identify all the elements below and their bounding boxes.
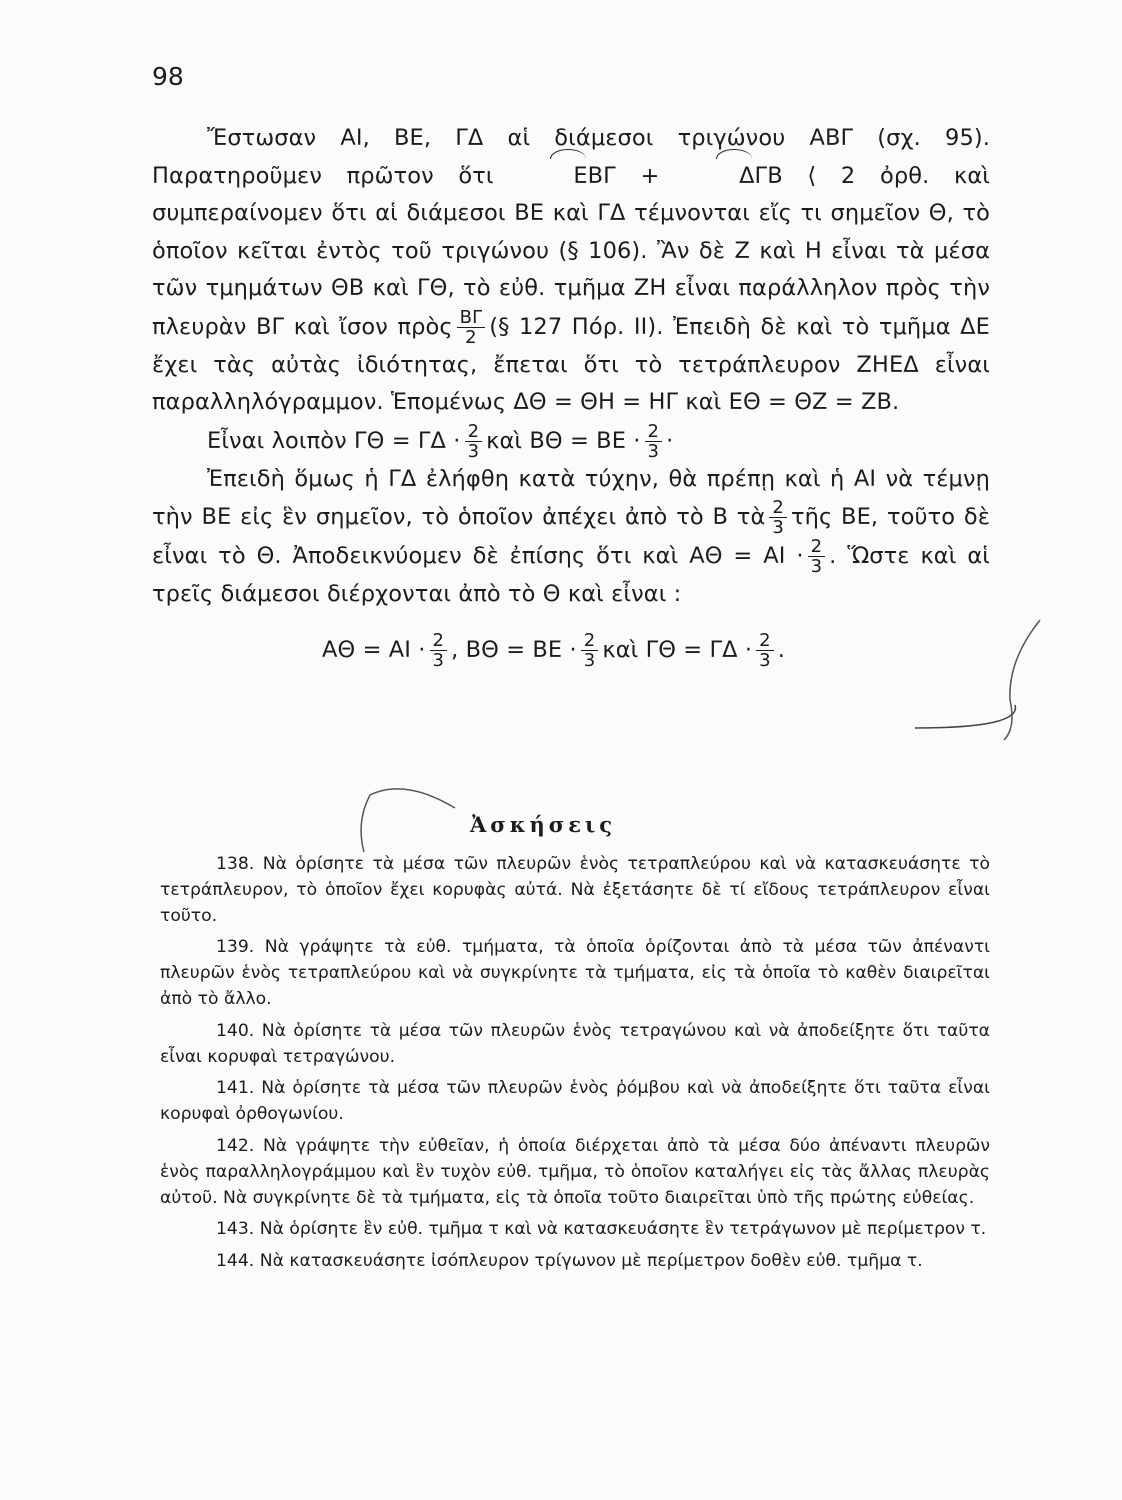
display-formula bbox=[117, 626, 990, 674]
text-span: Εἶναι λοιπὸν ΓΘ = ΓΔ · bbox=[207, 427, 461, 454]
fraction-denominator: 2 bbox=[465, 326, 477, 348]
fraction-denominator: 3 bbox=[772, 517, 784, 538]
fraction-numerator: 2 bbox=[581, 631, 599, 651]
fraction-numerator: 2 bbox=[645, 422, 663, 442]
text-span: Ἔστωσαν ΑΙ, ΒΕ, ΓΔ αἱ διάμεσοι τριγώνου ΑΒΓ (σχ. 95). Παρατηροῦμεν πρῶτον ὅτι bbox=[152, 125, 990, 189]
fraction-two-thirds bbox=[465, 422, 483, 461]
exercise-item: 144. Νὰ κατασκευάσητε ἰσόπλευρον τρίγωνον μὲ περίμετρον δοθὲν εὐθ. τμῆμα τ. bbox=[216, 1251, 923, 1272]
fraction-two-thirds bbox=[769, 498, 787, 537]
fraction-numerator: 2 bbox=[430, 631, 448, 651]
fraction-denominator: 3 bbox=[583, 649, 596, 671]
text-span: τῆς ΒΕ, τοῦτο δὲ εἶναι τὸ Θ. Ἀποδεικνύομεν δὲ ἐπίσης ὅτι καὶ ΑΘ = ΑΙ · bbox=[152, 504, 990, 569]
text-span: · bbox=[666, 427, 674, 454]
formula-part: , ΒΘ = ΒΕ · bbox=[451, 636, 577, 663]
paragraph-1 bbox=[152, 120, 990, 422]
exercise-item: 140. Νὰ ὁρίσητε τὰ μέσα τῶν πλευρῶν ἑνὸς τετραγώνου καὶ νὰ ἀποδείξητε ὅτι ταῦτα εἶναι κορυφαὶ τετραγώνου. bbox=[160, 1020, 990, 1067]
exercise-item: 139. Νὰ γράψητε τὰ εὐθ. τμήματα, τὰ ὁποῖα ὁρίζονται ἀπὸ τὰ μέσα τῶν ἀπέναντι πλευρῶν ἑνὸς τετραπλεύρου καὶ νὰ συγκρίνητε τὰ τμήματα, εἰς τὰ ὁποῖα τὸ καθὲν διαιρεῖται ἀπὸ τὸ ἄλλο. bbox=[160, 937, 990, 1009]
text-span: . Ὥστε καὶ αἱ τρεῖς διάμεσοι διέρχονται ἀπὸ τὸ Θ καὶ εἶναι : bbox=[152, 543, 990, 607]
exercise-item: 143. Νὰ ὁρίσητε ἓν εὐθ. τμῆμα τ καὶ νὰ κατασκευάσητε ἓν τετράγωνον μὲ περίμετρον τ. bbox=[216, 1219, 987, 1240]
paragraph-3 bbox=[152, 461, 990, 614]
fraction-two-thirds bbox=[430, 631, 448, 670]
exercise-item: 141. Νὰ ὁρίσητε τὰ μέσα τῶν πλευρῶν ἑνὸς ῥόμβου καὶ νὰ ἀποδείξητε ὅτι ταῦτα εἶναι κορυφαὶ ὀρθογωνίου. bbox=[160, 1078, 990, 1125]
text-span: ⟨ 2 ὀρθ. καὶ συμπεραίνομεν ὅτι αἱ διάμεσοι ΒΕ καὶ ΓΔ τέμνονται εἴς τι σημεῖον Θ, τὸ ὁποῖον κεῖται ἐντὸς τοῦ τριγώνου (§ 106). Ἂν δὲ Ζ καὶ Η εἶναι τὰ μέσα τῶν τμημάτων ΘΒ καὶ ΓΘ, τὸ εὐθ. τμῆμα ΖΗ εἶναι παράλληλον πρὸς τὴν πλευρὰν ΒΓ καὶ ἴσον πρὸς bbox=[152, 162, 990, 340]
formula-part: . bbox=[777, 636, 785, 663]
fraction-numerator: 2 bbox=[756, 631, 774, 651]
pencil-underline-mark bbox=[915, 705, 1015, 728]
fraction-denominator: 3 bbox=[432, 649, 445, 671]
fraction-two-thirds bbox=[756, 631, 774, 670]
pencil-bracket-mark bbox=[361, 789, 455, 852]
fraction-two-thirds bbox=[645, 422, 663, 461]
fraction-numerator: 2 bbox=[808, 537, 826, 557]
text-span: καὶ ΒΘ = ΒΕ · bbox=[486, 427, 641, 454]
fraction-numerator: 2 bbox=[769, 498, 787, 518]
exercise-item: 138. Νὰ ὁρίσητε τὰ μέσα τῶν πλευρῶν ἑνὸς τετραπλεύρου καὶ νὰ κατασκευάσητε τὸ τετράπλευρον, τὸ ὁποῖον ἔχει κορυφὰς αὐτά. Νὰ ἐξετάσητε δὲ τί εἴδους τετράπλευρον εἶναι τοῦτο. bbox=[160, 854, 990, 926]
pencil-bracket-mark bbox=[1004, 620, 1040, 740]
main-text bbox=[152, 120, 990, 674]
fraction-numerator: 2 bbox=[465, 422, 483, 442]
formula-part: καὶ ΓΘ = ΓΔ · bbox=[602, 636, 753, 663]
formula-part: ΑΘ = ΑΙ · bbox=[322, 636, 426, 663]
exercise-item: 142. Νὰ γράψητε τὴν εὐθεῖαν, ἡ ὁποία διέρχεται ἀπὸ τὰ μέσα δύο ἀπέναντι πλευρῶν ἑνὸς παραλληλογράμμου καὶ ἓν τυχὸν εὐθ. τμῆμα, τὸ ὁποῖον καταλήγει εἰς τὰς ἄλλας πλευρὰς αὐτοῦ. Νὰ συγκρίνητε δὲ τὰ τμήματα, εἰς τὰ ὁποῖα τοῦτο διαιρεῖται ὑπὸ τῆς πρώτης εὐθείας. bbox=[160, 1135, 990, 1208]
fraction-denominator: 3 bbox=[467, 440, 480, 462]
fraction-two-thirds bbox=[808, 537, 826, 576]
angle-dgb: ΔΓΒ bbox=[684, 158, 783, 196]
page-number: 98 bbox=[152, 62, 184, 91]
exercises-list bbox=[160, 852, 990, 1281]
text-span: (§ 127 Πόρ. ΙΙ). Ἐπειδὴ δὲ καὶ τὸ τμῆμα ΔΕ ἔχει τὰς αὐτὰς ἰδιότητας, ἔπεται ὅτι τὸ τετράπλευρον ΖΗΕΔ εἶναι παραλληλόγραμμον. Ἑπομένως ΔΘ = ΘΗ = ΗΓ καὶ ΕΘ = ΘΖ = ΖΒ. bbox=[152, 313, 990, 415]
plus-sign: + bbox=[615, 162, 685, 189]
fraction-denominator: 3 bbox=[647, 440, 660, 462]
text-span: Ἐπειδὴ ὅμως ἡ ΓΔ ἐλήφθη κατὰ τύχην, θὰ πρέπῃ καὶ ἡ ΑΙ νὰ τέμνῃ τὴν ΒΕ εἰς ἓν σημεῖον, τὸ ὁποῖον ἀπέχει ἀπὸ τὸ Β τὰ bbox=[152, 465, 990, 530]
fraction-bg-over-2 bbox=[457, 308, 486, 347]
angle-ebg: ΕΒΓ bbox=[518, 158, 616, 196]
fraction-numerator: ΒΓ bbox=[457, 308, 486, 328]
fraction-denominator: 3 bbox=[759, 649, 771, 671]
exercises-heading: Ἀσκήσεις bbox=[470, 812, 616, 837]
fraction-two-thirds bbox=[581, 631, 599, 670]
paragraph-2 bbox=[152, 422, 990, 461]
fraction-denominator: 3 bbox=[810, 556, 823, 577]
